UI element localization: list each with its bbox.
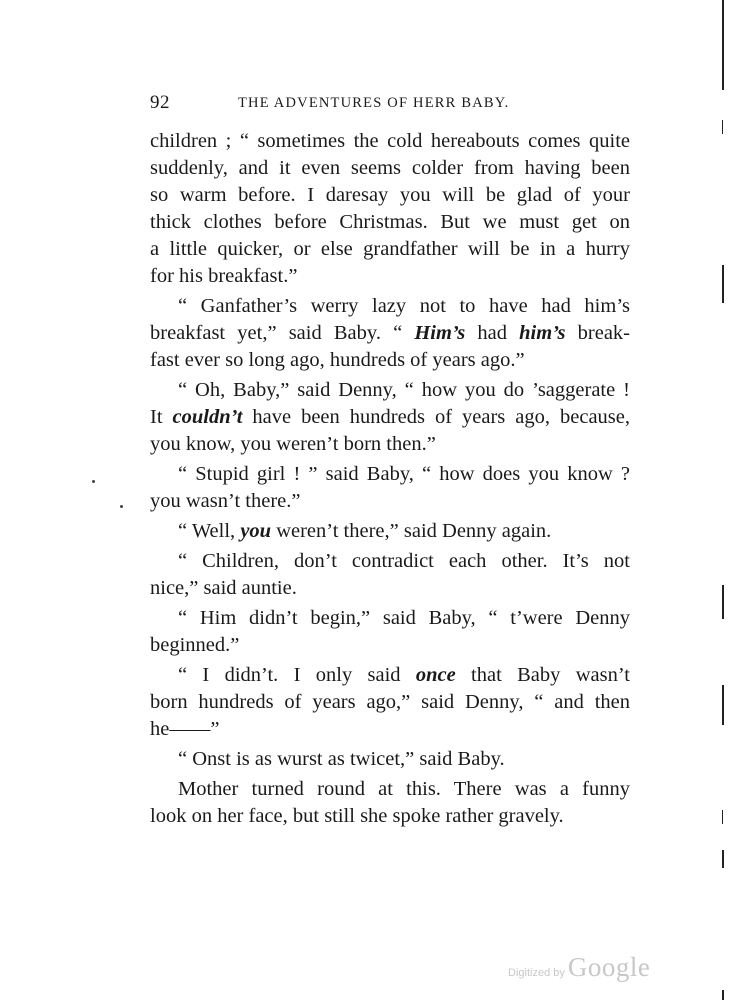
- text-line: he——”: [150, 718, 220, 740]
- text-line: beginned.”: [150, 634, 240, 656]
- running-title: THE ADVENTURES OF HERR BABY.: [238, 95, 510, 111]
- body-text: [150, 128, 630, 830]
- google-logo-text: Google: [567, 952, 651, 982]
- text-line: look on her face, but still she spoke rather gravely.: [150, 805, 564, 827]
- text-line: “ Him didn’t begin,” said Baby, “ t’were Denny: [178, 607, 630, 629]
- page-number: 92: [150, 92, 170, 113]
- text-line: so warm before. I daresay you will be glad of your: [150, 184, 630, 206]
- scan-speck: [120, 505, 123, 508]
- text-run: breakfast yet,” said Baby. “: [150, 322, 415, 344]
- scan-edge-mark: [722, 0, 724, 90]
- text-line: “ Onst is as wurst as twicet,” said Baby.: [178, 748, 505, 770]
- text-run: “ I didn’t. I only said: [178, 664, 416, 686]
- text-line: a little quicker, or else grandfather will be in a hurry: [150, 238, 630, 260]
- text-line: fast ever so long ago, hundreds of years ago.”: [150, 349, 525, 371]
- text-run: It: [150, 406, 173, 428]
- text-line: [150, 662, 630, 689]
- emphasis-text: Him’s: [414, 322, 466, 344]
- text-line: you know, you weren’t born then.”: [150, 433, 436, 455]
- text-line: “ Stupid girl ! ” said Baby, “ how does you know ?: [178, 463, 630, 485]
- text-run: weren’t there,” said Denny again.: [271, 520, 552, 542]
- emphasis-text: couldn’t: [172, 406, 243, 428]
- scan-speck: [92, 480, 95, 483]
- text-line: nice,” said auntie.: [150, 577, 297, 599]
- scan-edge-mark: [722, 810, 723, 824]
- text-line: “ Children, don’t contradict each other. It’s not: [178, 550, 630, 572]
- digitized-watermark: [508, 952, 650, 984]
- text-line: Mother turned round at this. There was a funny: [178, 778, 630, 800]
- scan-edge-mark: [722, 850, 724, 868]
- scan-edge-mark: [722, 120, 723, 134]
- text-run: break-: [565, 322, 630, 344]
- text-run: had: [465, 322, 520, 344]
- text-line: [150, 404, 630, 431]
- running-head: [150, 92, 630, 114]
- text-line: you wasn’t there.”: [150, 490, 301, 512]
- text-line: “ Oh, Baby,” said Denny, “ how you do ’saggerate !: [178, 379, 630, 401]
- text-run: that Baby wasn’t: [455, 664, 630, 686]
- text-line: “ Ganfather’s werry lazy not to have had him’s: [178, 295, 630, 317]
- text-line: for his breakfast.”: [150, 265, 298, 287]
- text-line: [150, 320, 630, 347]
- text-run: “ Well,: [178, 520, 241, 542]
- text-line: [150, 518, 630, 545]
- scan-edge-mark: [722, 265, 724, 303]
- scan-edge-mark: [722, 585, 724, 619]
- text-line: suddenly, and it even seems colder from having been: [150, 157, 630, 179]
- watermark-prefix: Digitized by: [508, 967, 565, 979]
- scan-edge-mark: [722, 685, 724, 725]
- text-line: born hundreds of years ago,” said Denny, “ and then: [150, 691, 630, 713]
- emphasis-text: you: [240, 520, 272, 542]
- text-line: children ; “ sometimes the cold hereabouts comes quite: [150, 130, 630, 152]
- emphasis-text: him’s: [519, 322, 566, 344]
- scan-edge-mark: [722, 990, 724, 1000]
- text-line: thick clothes before Christmas. But we must get on: [150, 211, 630, 233]
- emphasis-text: once: [415, 664, 456, 686]
- text-run: have been hundreds of years ago, because,: [242, 406, 630, 428]
